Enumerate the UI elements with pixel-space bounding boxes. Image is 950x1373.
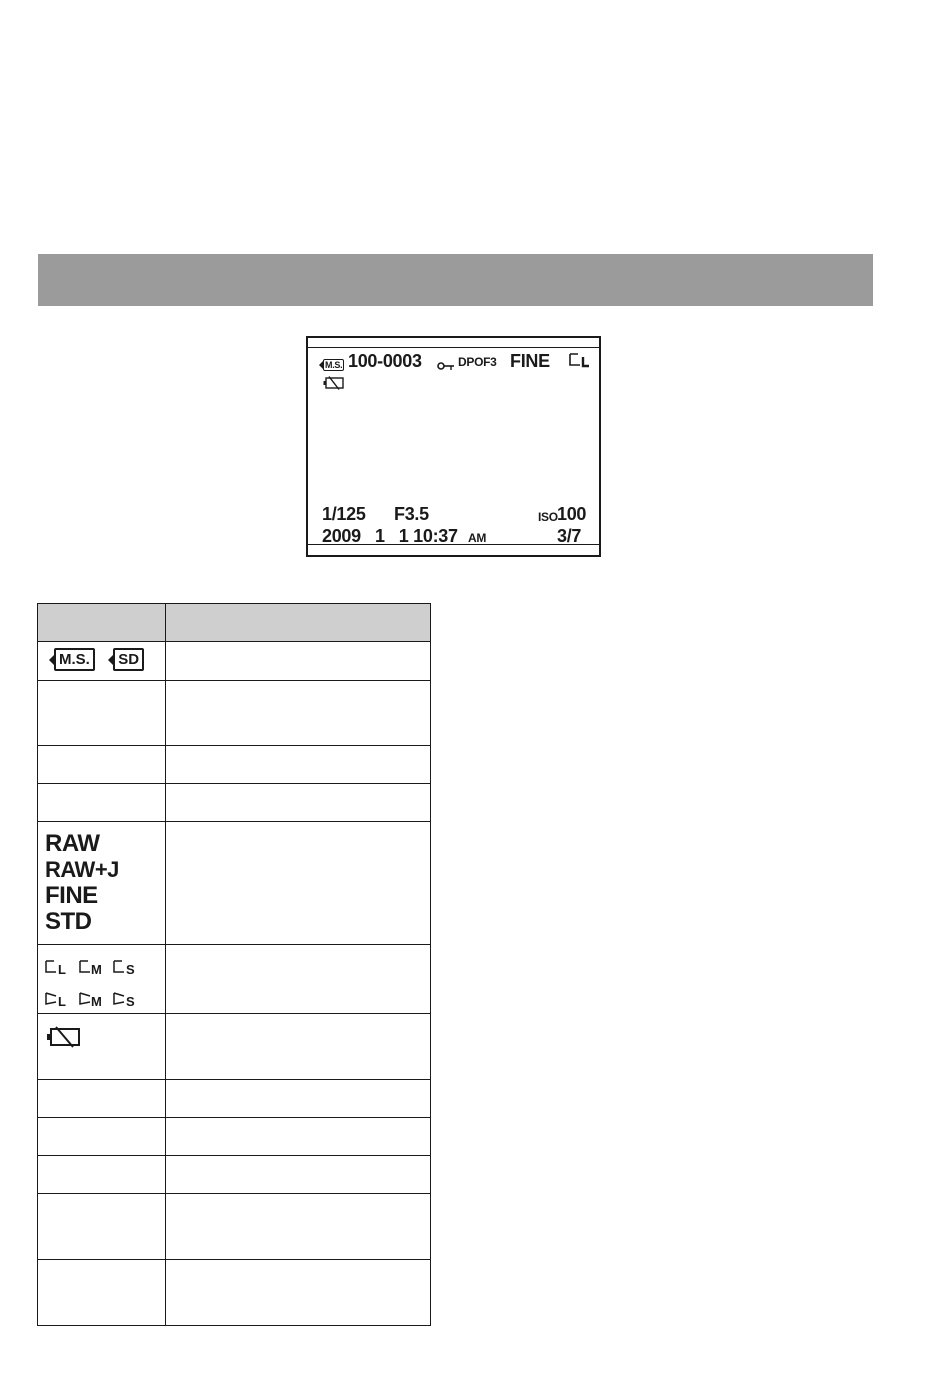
table-cell — [38, 746, 166, 784]
table-row — [38, 822, 431, 945]
header-indication-cell — [166, 604, 431, 642]
table-cell — [38, 1156, 166, 1194]
table-cell — [166, 945, 431, 1014]
table-cell — [166, 681, 431, 746]
size-small-icon — [112, 955, 138, 977]
battery-warning-icon — [323, 374, 345, 395]
indicator-table — [37, 603, 431, 1326]
format-raw: RAW — [45, 830, 100, 857]
table-cell — [166, 1118, 431, 1156]
image-size-cell — [38, 945, 166, 1014]
dpof-label: DPOF3 — [458, 355, 497, 369]
format-std: STD — [45, 908, 92, 935]
svg-text:M: M — [90, 994, 102, 1009]
table-cell — [166, 1260, 431, 1326]
table-cell — [166, 822, 431, 945]
lcd-display — [306, 336, 601, 557]
wide-size-small-icon — [112, 987, 138, 1009]
date-time: 2009 1 1 10:37 — [322, 526, 458, 546]
table-row — [38, 784, 431, 822]
table-row — [38, 1014, 431, 1080]
table-cell — [38, 1118, 166, 1156]
wide-size-large-icon — [44, 987, 70, 1009]
table-cell — [166, 1156, 431, 1194]
sd-card-icon: SD — [113, 648, 144, 671]
size-icons-row-3-2 — [44, 947, 159, 979]
aperture: F3.5 — [394, 504, 429, 524]
table-row — [38, 642, 431, 681]
table-row — [38, 1260, 431, 1326]
table-cell — [38, 1194, 166, 1260]
image-counter: 3/7 — [557, 526, 582, 546]
media-icon: M.S. — [325, 360, 343, 370]
file-number: 100-0003 — [348, 351, 422, 371]
image-size-icon — [568, 351, 592, 374]
table-row — [38, 1118, 431, 1156]
size-medium-icon — [78, 955, 104, 977]
table-row — [38, 1194, 431, 1260]
table-cell — [38, 1080, 166, 1118]
svg-text:M: M — [90, 962, 102, 977]
table-cell — [166, 1194, 431, 1260]
table-cell — [166, 642, 431, 681]
svg-text:S: S — [125, 994, 135, 1009]
table-cell — [166, 1014, 431, 1080]
battery-icon-cell — [38, 1014, 166, 1080]
memory-stick-icon: M.S. — [54, 648, 95, 671]
key-icon — [437, 355, 455, 376]
format-raw-jpeg: RAW+J — [45, 857, 119, 882]
section-header-band — [38, 254, 873, 306]
svg-text:S: S — [125, 962, 135, 977]
table-row — [38, 1156, 431, 1194]
format-fine: FINE — [45, 882, 98, 909]
table-cell — [166, 746, 431, 784]
table-row — [38, 681, 431, 746]
svg-text:L: L — [58, 962, 66, 977]
quality-label: FINE — [510, 351, 550, 371]
table-header-row — [38, 604, 431, 642]
table-row — [38, 1080, 431, 1118]
size-large-icon — [44, 955, 70, 977]
shutter-speed: 1/125 — [322, 504, 366, 524]
table-cell — [38, 1260, 166, 1326]
table-row — [38, 945, 431, 1014]
table-cell — [38, 681, 166, 746]
header-display-cell — [38, 604, 166, 642]
format-cell — [38, 822, 166, 945]
table-cell — [38, 784, 166, 822]
table-row — [38, 746, 431, 784]
wide-size-medium-icon — [78, 987, 104, 1009]
svg-text:L: L — [58, 994, 66, 1009]
media-icons-cell — [38, 642, 166, 681]
table-cell — [166, 784, 431, 822]
iso-value: 100 — [557, 504, 587, 524]
am-pm: AM — [468, 531, 487, 545]
size-icons-row-16-9 — [44, 979, 159, 1011]
iso-label: ISO — [538, 510, 558, 524]
lcd-screen — [308, 347, 599, 545]
battery-warning-icon — [46, 1035, 82, 1052]
table-cell — [166, 1080, 431, 1118]
